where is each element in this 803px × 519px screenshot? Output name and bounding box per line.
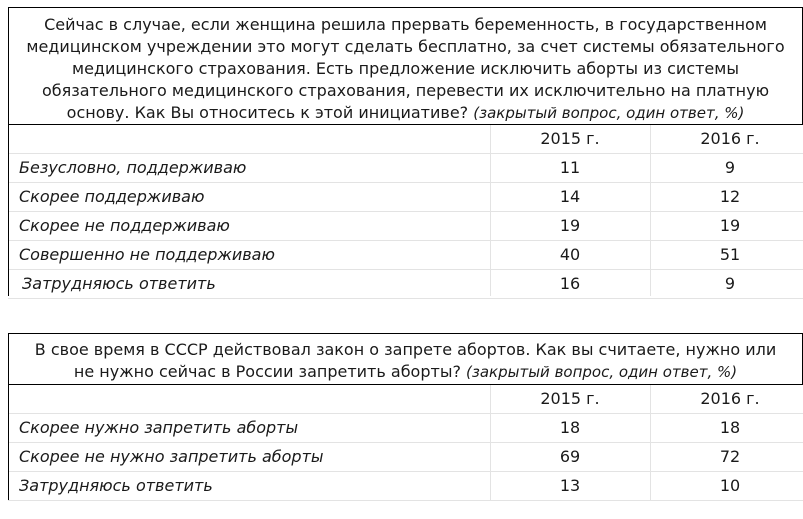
- cell-2015: 14: [559, 187, 581, 206]
- row-label: Скорее не нужно запретить аборты: [19, 447, 324, 466]
- table-row: [8, 183, 803, 212]
- table-row: [8, 212, 803, 241]
- table-row: [8, 414, 803, 443]
- table-row: [8, 241, 803, 270]
- cell-2015: 11: [559, 158, 581, 177]
- cell-2016: 51: [719, 245, 741, 264]
- cell-2016: 72: [719, 447, 741, 466]
- cell-2015: 69: [559, 447, 581, 466]
- table-1: [8, 7, 803, 299]
- table-2-header-row: [8, 385, 803, 414]
- cell-2016: 10: [719, 476, 741, 495]
- table-2-question: [8, 333, 803, 385]
- table-2-question-text: В свое время в СССР действовал закон о запрете абортов. Как вы считаете, нужно или не нужно сейчас в России запретить аборты?: [34, 340, 777, 381]
- table-2-col-2015: 2015 г.: [540, 389, 600, 408]
- row-label: Скорее поддерживаю: [19, 187, 205, 206]
- table-2: [8, 333, 803, 501]
- table-1-question-text: Сейчас в случае, если женщина решила прервать беременность, в государственном медицинском учреждении это могут сделать бесплатно, за счет системы обязательного медицинского страхования. Есть предложение исключить аборты из системы обязательного медицинского страхования, перевести их исключительно на платную основу. Как Вы относитесь к этой инициативе?: [26, 15, 785, 122]
- table-row: [8, 270, 803, 299]
- table-2-question-note: (закрытый вопрос, один ответ, %): [466, 363, 738, 381]
- row-label: Безусловно, поддерживаю: [19, 158, 247, 177]
- table-row: [8, 443, 803, 472]
- row-label: Совершенно не поддерживаю: [19, 245, 275, 264]
- table-row: [8, 472, 803, 501]
- cell-2015: 19: [559, 216, 581, 235]
- table-1-header-row: [8, 125, 803, 154]
- row-label: Затрудняюсь ответить: [19, 476, 213, 495]
- row-label: Скорее нужно запретить аборты: [19, 418, 299, 437]
- cell-2016: 18: [719, 418, 741, 437]
- table-2-left-border: [8, 385, 9, 500]
- cell-2016: 19: [719, 216, 741, 235]
- cell-2016: 9: [724, 158, 736, 177]
- cell-2016: 12: [719, 187, 741, 206]
- row-label: Скорее не поддерживаю: [19, 216, 230, 235]
- table-2-col-2016: 2016 г.: [700, 389, 760, 408]
- table-1-left-border: [8, 125, 9, 296]
- cell-2015: 18: [559, 418, 581, 437]
- cell-2015: 13: [559, 476, 581, 495]
- table-1-question: [8, 7, 803, 125]
- cell-2015: 16: [559, 274, 581, 293]
- cell-2016: 9: [724, 274, 736, 293]
- table-1-question-note: (закрытый вопрос, один ответ, %): [473, 104, 745, 122]
- table-1-col-2016: 2016 г.: [700, 129, 760, 148]
- table-1-col-2015: 2015 г.: [540, 129, 600, 148]
- row-label: Затрудняюсь ответить: [22, 274, 216, 293]
- table-row: [8, 154, 803, 183]
- cell-2015: 40: [559, 245, 581, 264]
